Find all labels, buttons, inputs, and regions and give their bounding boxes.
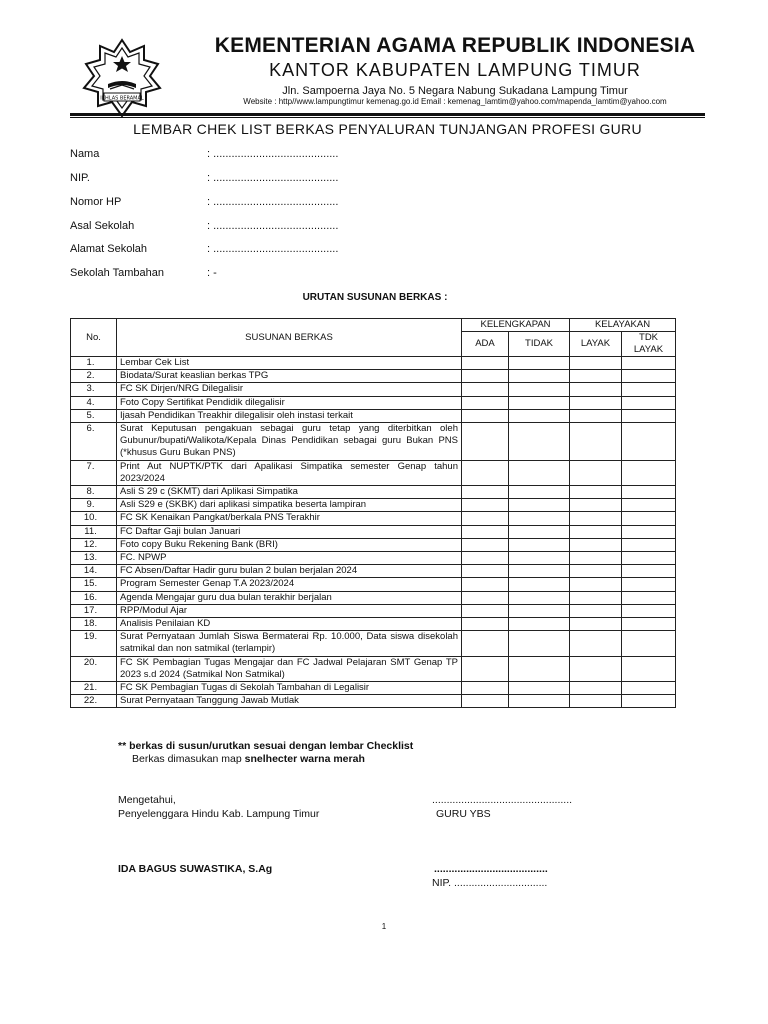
table-row <box>71 423 676 461</box>
table-row <box>71 578 676 591</box>
row-item: Surat Keputusan pengakuan sebagai guru tetap yang diterbitkan oleh Gubunur/bupati/Walikota/Kepala Dinas Pendidikan sebagai guru Bukan PNS (*khusus Guru Bukan PNS) <box>117 423 462 461</box>
check-ada[interactable] <box>462 695 509 708</box>
table-row <box>71 409 676 422</box>
check-tdk-layak[interactable] <box>622 682 676 695</box>
row-item: Lembar Cek List <box>117 357 462 370</box>
check-tidak[interactable] <box>509 552 570 565</box>
check-tdk-layak[interactable] <box>622 618 676 631</box>
row-item: FC SK Pembagian Tugas di Sekolah Tambahan di Legalisir <box>117 682 462 695</box>
row-number: 12. <box>71 538 117 551</box>
check-ada[interactable] <box>462 538 509 551</box>
field-label: Sekolah Tambahan <box>70 267 164 279</box>
check-layak[interactable] <box>570 460 622 485</box>
row-number: 5. <box>71 409 117 422</box>
row-number: 4. <box>71 396 117 409</box>
check-ada[interactable] <box>462 486 509 499</box>
check-ada[interactable] <box>462 682 509 695</box>
field-label: Alamat Sekolah <box>70 243 148 255</box>
check-tidak[interactable] <box>509 396 570 409</box>
row-item: Ijasah Pendidikan Treakhir dilegalisir oleh instasi terkait <box>117 409 462 422</box>
table-row <box>71 552 676 565</box>
check-ada[interactable] <box>462 409 509 422</box>
row-item: Print Aut NUPTK/PTK dari Apalikasi Simpatika semester Genap tahun 2023/2024 <box>117 460 462 485</box>
check-tdk-layak[interactable] <box>622 512 676 525</box>
check-tidak[interactable] <box>509 383 570 396</box>
row-item: Asli S29 e (SKBK) dari aplikasi simpatika beserta lampiran <box>117 499 462 512</box>
table-row <box>71 396 676 409</box>
check-tdk-layak[interactable] <box>622 565 676 578</box>
table-row <box>71 486 676 499</box>
field-value: : - <box>207 267 217 279</box>
ministry-logo-icon <box>80 38 164 122</box>
check-tidak[interactable] <box>509 631 570 656</box>
header-tdk-layak: TDK LAYAK <box>622 332 676 357</box>
check-tidak[interactable] <box>509 499 570 512</box>
check-tidak[interactable] <box>509 591 570 604</box>
field-value: : ......................................... <box>207 220 339 232</box>
check-tdk-layak[interactable] <box>622 370 676 383</box>
check-ada[interactable] <box>462 578 509 591</box>
check-ada[interactable] <box>462 396 509 409</box>
table-row <box>71 499 676 512</box>
check-tdk-layak[interactable] <box>622 486 676 499</box>
check-tdk-layak[interactable] <box>622 578 676 591</box>
check-tidak[interactable] <box>509 409 570 422</box>
check-ada[interactable] <box>462 591 509 604</box>
row-item: Agenda Mengajar guru dua bulan terakhir berjalan <box>117 591 462 604</box>
header-rule-thick <box>70 113 705 116</box>
field-value: : ......................................... <box>207 148 339 160</box>
svg-text:IKHLAS BERAMAL: IKHLAS BERAMAL <box>100 95 144 102</box>
field-label: Asal Sekolah <box>70 220 135 232</box>
table-row <box>71 682 676 695</box>
row-number: 6. <box>71 423 117 461</box>
row-number: 15. <box>71 578 117 591</box>
check-tidak[interactable] <box>509 538 570 551</box>
check-tidak[interactable] <box>509 682 570 695</box>
check-tdk-layak[interactable] <box>622 423 676 461</box>
row-item: FC SK Kenaikan Pangkat/berkala PNS Terakhir <box>117 512 462 525</box>
check-tdk-layak[interactable] <box>622 631 676 656</box>
check-tidak[interactable] <box>509 525 570 538</box>
row-number: 3. <box>71 383 117 396</box>
row-item: Surat Pernyataan Tanggung Jawab Mutlak <box>117 695 462 708</box>
table-row <box>71 357 676 370</box>
row-item: RPP/Modul Ajar <box>117 604 462 617</box>
field-value: : ......................................... <box>207 196 339 208</box>
sign-right-dots: ................................................ <box>432 794 573 806</box>
check-layak[interactable] <box>570 591 622 604</box>
field-value: : ......................................... <box>207 243 339 255</box>
table-row <box>71 525 676 538</box>
note-folder <box>132 753 365 765</box>
row-item: FC SK Pembagian Tugas Mengajar dan FC Jadwal Pelajaran SMT Genap TP 2023 s.d 2024 (Satmikal Non Satmikal) <box>117 656 462 681</box>
check-layak[interactable] <box>570 578 622 591</box>
check-tidak[interactable] <box>509 578 570 591</box>
check-layak[interactable] <box>570 409 622 422</box>
check-ada[interactable] <box>462 631 509 656</box>
row-number: 1. <box>71 357 117 370</box>
row-number: 10. <box>71 512 117 525</box>
check-tdk-layak[interactable] <box>622 604 676 617</box>
check-tidak[interactable] <box>509 460 570 485</box>
check-layak[interactable] <box>570 565 622 578</box>
table-row <box>71 656 676 681</box>
check-tdk-layak[interactable] <box>622 409 676 422</box>
check-tidak[interactable] <box>509 695 570 708</box>
table-row <box>71 591 676 604</box>
row-item: FC. NPWP <box>117 552 462 565</box>
row-item: FC Daftar Gaji bulan Januari <box>117 525 462 538</box>
row-number: 21. <box>71 682 117 695</box>
header-items: SUSUNAN BERKAS <box>117 319 462 357</box>
table-row <box>71 565 676 578</box>
check-layak[interactable] <box>570 552 622 565</box>
check-layak[interactable] <box>570 499 622 512</box>
header-kelayakan: KELAYAKAN <box>570 319 676 332</box>
row-number: 19. <box>71 631 117 656</box>
sign-right-name-line: ....................................... <box>434 863 548 875</box>
row-number: 20. <box>71 656 117 681</box>
check-layak[interactable] <box>570 512 622 525</box>
sign-left-heading: Mengetahui, <box>118 794 176 806</box>
row-number: 17. <box>71 604 117 617</box>
field-sekolah-tambahan <box>70 267 217 279</box>
row-number: 16. <box>71 591 117 604</box>
header-no: No. <box>71 319 117 357</box>
table-row <box>71 460 676 485</box>
row-item: Program Semester Genap T.A 2023/2024 <box>117 578 462 591</box>
row-item: FC SK Dirjen/NRG Dilegalisir <box>117 383 462 396</box>
checklist-table <box>70 318 676 708</box>
field-nomor-hp <box>70 196 338 208</box>
check-tdk-layak[interactable] <box>622 695 676 708</box>
check-layak[interactable] <box>570 682 622 695</box>
table-row <box>71 631 676 656</box>
row-item: Analisis Penilaian KD <box>117 618 462 631</box>
header-kelengkapan: KELENGKAPAN <box>462 319 570 332</box>
check-ada[interactable] <box>462 499 509 512</box>
note-folder-bold: snelhecter warna merah <box>244 753 365 765</box>
row-number: 14. <box>71 565 117 578</box>
section-title: URUTAN SUSUNAN BERKAS : <box>302 292 448 303</box>
table-row <box>71 604 676 617</box>
check-ada[interactable] <box>462 552 509 565</box>
row-number: 7. <box>71 460 117 485</box>
sign-left-name: IDA BAGUS SUWASTIKA, S.Ag <box>118 863 273 875</box>
row-number: 8. <box>71 486 117 499</box>
check-layak[interactable] <box>570 423 622 461</box>
sign-left-role: Penyelenggara Hindu Kab. Lampung Timur <box>118 808 320 820</box>
field-nama <box>70 148 338 160</box>
check-ada[interactable] <box>462 460 509 485</box>
field-label: Nomor HP <box>70 196 122 208</box>
check-tdk-layak[interactable] <box>622 396 676 409</box>
check-layak[interactable] <box>570 383 622 396</box>
field-alamat-sekolah <box>70 243 338 255</box>
table-row <box>71 538 676 551</box>
check-ada[interactable] <box>462 565 509 578</box>
header-ada: ADA <box>462 332 509 357</box>
check-tidak[interactable] <box>509 486 570 499</box>
table-row <box>71 512 676 525</box>
check-tidak[interactable] <box>509 618 570 631</box>
row-item: FC Absen/Daftar Hadir guru bulan 2 bulan berjalan 2024 <box>117 565 462 578</box>
check-tidak[interactable] <box>509 604 570 617</box>
sign-right-nip: NIP. ................................ <box>432 877 548 889</box>
check-layak[interactable] <box>570 631 622 656</box>
header-layak: LAYAK <box>570 332 622 357</box>
table-row <box>71 618 676 631</box>
check-tidak[interactable] <box>509 565 570 578</box>
check-ada[interactable] <box>462 618 509 631</box>
table-row <box>71 695 676 708</box>
page-number: 1 <box>381 922 387 931</box>
row-number: 11. <box>71 525 117 538</box>
header-tidak: TIDAK <box>509 332 570 357</box>
note-folder-prefix: Berkas dimasukan map <box>132 753 245 765</box>
office-name: KANTOR KABUPATEN LAMPUNG TIMUR <box>269 60 641 80</box>
check-ada[interactable] <box>462 512 509 525</box>
row-item: Biodata/Surat keaslian berkas TPG <box>117 370 462 383</box>
ministry-name: KEMENTERIAN AGAMA REPUBLIK INDONESIA <box>214 34 696 57</box>
check-tdk-layak[interactable] <box>622 525 676 538</box>
check-tidak[interactable] <box>509 423 570 461</box>
field-label: Nama <box>70 148 100 160</box>
check-layak[interactable] <box>570 396 622 409</box>
check-layak[interactable] <box>570 618 622 631</box>
check-tdk-layak[interactable] <box>622 656 676 681</box>
check-tdk-layak[interactable] <box>622 499 676 512</box>
check-ada[interactable] <box>462 525 509 538</box>
note-order: ** berkas di susun/urutkan sesuai dengan lembar Checklist <box>118 740 414 752</box>
check-ada[interactable] <box>462 656 509 681</box>
check-tdk-layak[interactable] <box>622 383 676 396</box>
table-row <box>71 383 676 396</box>
check-tdk-layak[interactable] <box>622 591 676 604</box>
field-label: NIP. <box>70 172 90 184</box>
header-rule-thin <box>70 117 705 118</box>
office-contact: Website : http//www.lampungtimur kemenag.go.id Email : kemenag_lamtim@yahoo.com/mapenda_lamtim@yahoo.com <box>243 97 667 106</box>
check-layak[interactable] <box>570 486 622 499</box>
check-tidak[interactable] <box>509 656 570 681</box>
row-number: 9. <box>71 499 117 512</box>
row-item: Surat Pernyataan Jumlah Siswa Bermaterai Rp. 10.000, Data siswa disekolah satmikal dan non satmikal (terlampir) <box>117 631 462 656</box>
check-layak[interactable] <box>570 656 622 681</box>
check-layak[interactable] <box>570 357 622 370</box>
check-tdk-layak[interactable] <box>622 552 676 565</box>
row-number: 2. <box>71 370 117 383</box>
document-title: LEMBAR CHEK LIST BERKAS PENYALURAN TUNJANGAN PROFESI GURU <box>133 121 642 137</box>
check-layak[interactable] <box>570 370 622 383</box>
row-item: Foto copy Buku Rekening Bank (BRI) <box>117 538 462 551</box>
check-ada[interactable] <box>462 370 509 383</box>
field-nip <box>70 172 338 184</box>
office-address: Jln. Sampoerna Jaya No. 5 Negara Nabung Sukadana Lampung Timur <box>282 85 628 97</box>
check-tidak[interactable] <box>509 370 570 383</box>
check-tdk-layak[interactable] <box>622 538 676 551</box>
row-number: 22. <box>71 695 117 708</box>
row-number: 18. <box>71 618 117 631</box>
field-asal-sekolah <box>70 220 338 232</box>
check-ada[interactable] <box>462 604 509 617</box>
check-tdk-layak[interactable] <box>622 357 676 370</box>
row-item: Foto Copy Sertifikat Pendidik dilegalisir <box>117 396 462 409</box>
check-layak[interactable] <box>570 538 622 551</box>
check-layak[interactable] <box>570 525 622 538</box>
check-ada[interactable] <box>462 423 509 461</box>
check-ada[interactable] <box>462 383 509 396</box>
table-row <box>71 370 676 383</box>
check-tidak[interactable] <box>509 357 570 370</box>
row-item: Asli S 29 c (SKMT) dari Aplikasi Simpatika <box>117 486 462 499</box>
check-ada[interactable] <box>462 357 509 370</box>
row-number: 13. <box>71 552 117 565</box>
check-layak[interactable] <box>570 604 622 617</box>
check-tidak[interactable] <box>509 512 570 525</box>
sign-right-role: GURU YBS <box>436 808 491 820</box>
field-value: : ......................................... <box>207 172 339 184</box>
check-layak[interactable] <box>570 695 622 708</box>
check-tdk-layak[interactable] <box>622 460 676 485</box>
